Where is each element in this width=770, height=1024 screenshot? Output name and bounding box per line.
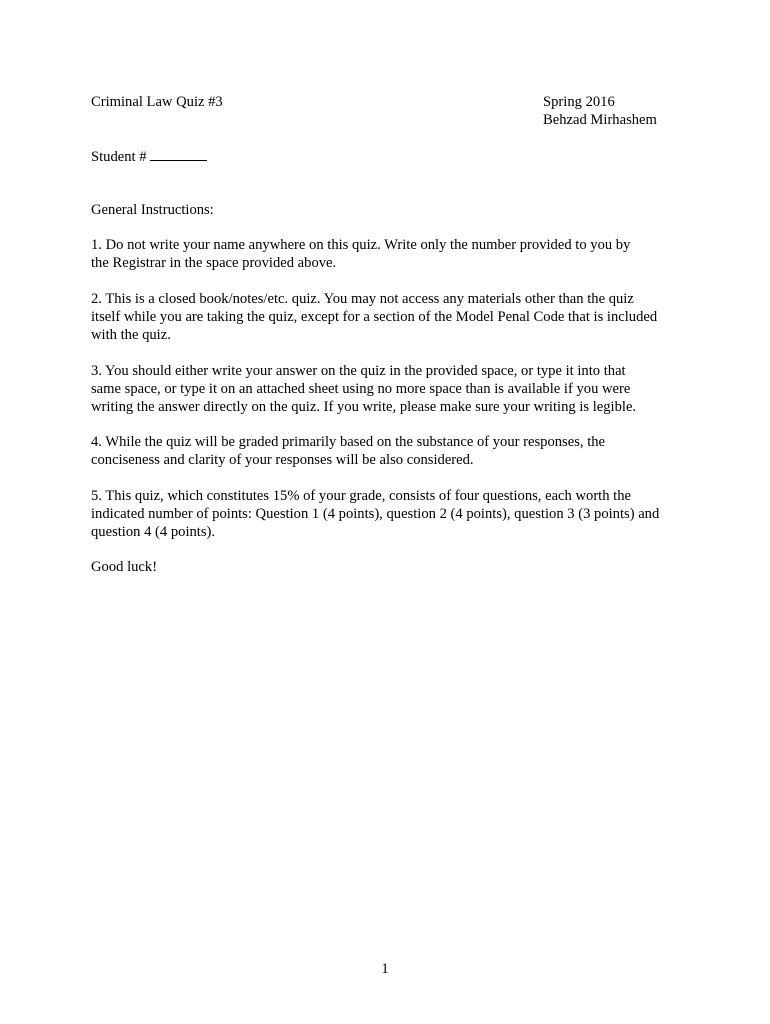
instruction-line: itself while you are taking the quiz, except for a section of the Model Penal Code that is included <box>91 309 658 325</box>
instruction-item-3 <box>91 362 691 416</box>
closing-text: Good luck! <box>91 559 158 575</box>
instruction-line: 1. Do not write your name anywhere on this quiz. Write only the number provided to you by <box>91 237 631 253</box>
page-number: 1 <box>381 961 389 977</box>
term-block <box>543 93 657 129</box>
instruction-item-2 <box>91 290 691 344</box>
instruction-line: 3. You should either write your answer on the quiz in the provided space, or type it into that <box>91 363 626 379</box>
instruction-line: question 4 (4 points). <box>91 524 216 540</box>
instructor-name: Behzad Mirhashem <box>543 112 657 128</box>
instruction-line: same space, or type it on an attached sheet using no more space than is available if you were <box>91 381 631 397</box>
instruction-line: writing the answer directly on the quiz. If you write, please make sure your writing is legible. <box>91 399 637 415</box>
instruction-line: 4. While the quiz will be graded primarily based on the substance of your responses, the <box>91 434 606 450</box>
instruction-line: 2. This is a closed book/notes/etc. quiz. You may not access any materials other than the quiz <box>91 291 634 307</box>
instruction-item-5 <box>91 487 691 541</box>
student-number-blank[interactable] <box>150 147 207 161</box>
student-number-line <box>91 147 207 166</box>
instruction-line: with the quiz. <box>91 327 171 343</box>
student-number-label: Student # <box>91 149 147 165</box>
instruction-line: indicated number of points: Question 1 (4 points), question 2 (4 points), question 3 (3 points) and <box>91 506 660 522</box>
instruction-item-4 <box>91 433 691 469</box>
instruction-line: the Registrar in the space provided above. <box>91 255 337 271</box>
course-title: Criminal Law Quiz #3 <box>91 94 223 110</box>
term-label: Spring 2016 <box>543 94 615 110</box>
instruction-line: 5. This quiz, which constitutes 15% of your grade, consists of four questions, each worth the <box>91 488 632 504</box>
instruction-item-1 <box>91 236 691 272</box>
instructions-heading: General Instructions: <box>91 202 214 218</box>
instruction-line: conciseness and clarity of your responses will be also considered. <box>91 452 474 468</box>
